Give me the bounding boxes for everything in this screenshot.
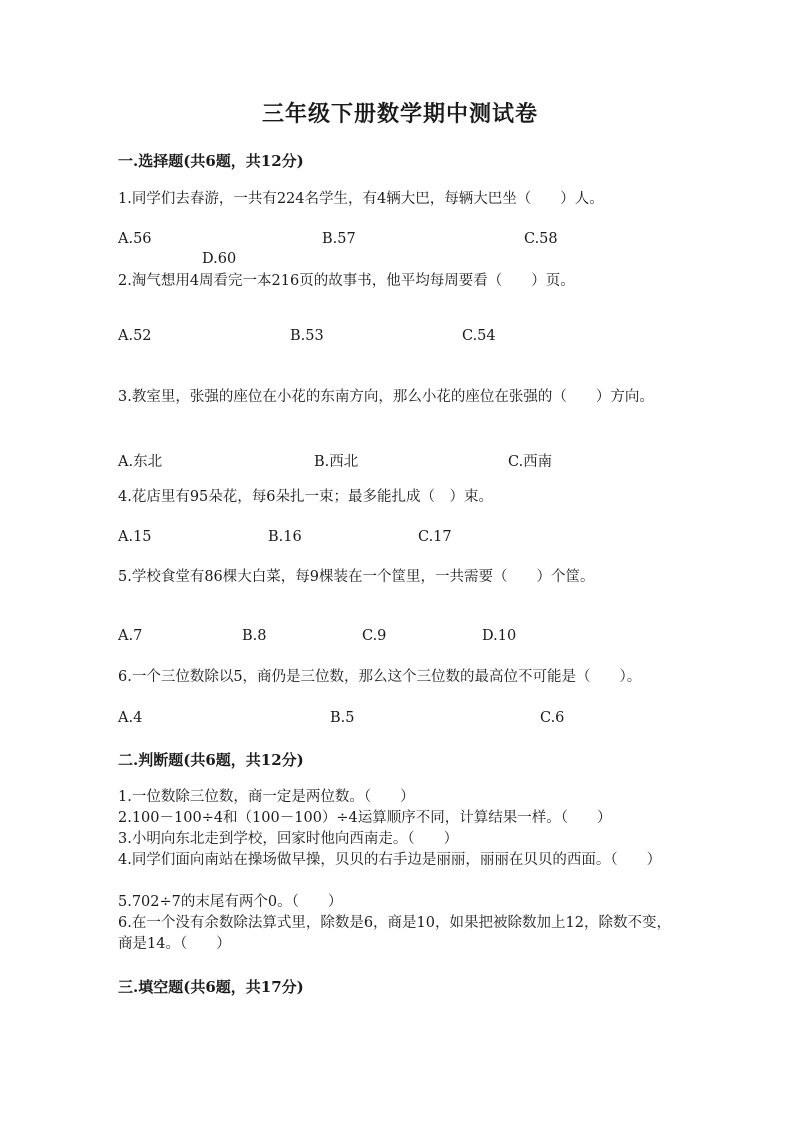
q5-option-d: D.10 bbox=[482, 628, 517, 644]
q6-option-b: B.5 bbox=[330, 710, 355, 726]
question-1: 1.同学们去春游，一共有224名学生，有4辆大巴，每辆大巴坐（ ）人。 bbox=[118, 191, 604, 207]
question-5: 5.学校食堂有86棵大白菜，每9棵装在一个筐里，一共需要（ ）个筐。 bbox=[118, 569, 595, 585]
q1-option-c: C.58 bbox=[524, 231, 558, 247]
judgment-item-6: 6.在一个没有余数除法算式里，除数是6，商是10，如果把被除数加上12，除数不变，商是14。（ ） bbox=[118, 915, 671, 952]
judgment-item-2: 2.100－100÷4和（100－100）÷4运算顺序不同，计算结果一样。（ ） bbox=[118, 810, 612, 826]
judgment-item-1: 1.一位数除三位数，商一定是两位数。（ ） bbox=[118, 789, 415, 805]
q5-option-a: A.7 bbox=[118, 628, 143, 644]
q6-option-a: A.4 bbox=[118, 710, 143, 726]
q1-option-b: B.57 bbox=[322, 231, 356, 247]
question-3: 3.教室里，张强的座位在小花的东南方向，那么小花的座位在张强的（ ）方向。 bbox=[118, 389, 654, 405]
q2-option-b: B.53 bbox=[290, 328, 324, 344]
q3-option-a: A.东北 bbox=[118, 454, 163, 470]
q4-option-b: B.16 bbox=[268, 529, 302, 545]
q3-option-c: C.西南 bbox=[508, 454, 553, 470]
page-title: 三年级下册数学期中测试卷 bbox=[261, 101, 538, 127]
q2-option-a: A.52 bbox=[118, 328, 152, 344]
q1-option-d: D.60 bbox=[202, 251, 237, 267]
q5-option-b: B.8 bbox=[242, 628, 267, 644]
q6-option-c: C.6 bbox=[540, 710, 565, 726]
q4-option-a: A.15 bbox=[118, 529, 152, 545]
q2-option-c: C.54 bbox=[462, 328, 496, 344]
question-6: 6.一个三位数除以5，商仍是三位数，那么这个三位数的最高位不可能是（ ）。 bbox=[118, 669, 642, 685]
judgment-item-3: 3.小明向东北走到学校，回家时他向西南走。（ ） bbox=[118, 831, 459, 847]
question-4: 4.花店里有95朵花，每6朵扎一束；最多能扎成（ ）束。 bbox=[118, 489, 494, 505]
section-heading-fill: 三.填空题(共6题，共17分) bbox=[118, 978, 304, 996]
question-2: 2.淘气想用4周看完一本216页的故事书，他平均每周要看（ ）页。 bbox=[118, 273, 575, 289]
q1-option-a: A.56 bbox=[118, 231, 152, 247]
judgment-item-5: 5.702÷7的末尾有两个0。（ ） bbox=[118, 894, 343, 910]
q3-option-b: B.西北 bbox=[314, 454, 359, 470]
section-heading-judgment: 二.判断题(共6题，共12分) bbox=[118, 751, 304, 769]
q4-option-c: C.17 bbox=[418, 529, 452, 545]
judgment-item-4: 4.同学们面向南站在操场做早操，贝贝的右手边是丽丽，丽丽在贝贝的西面。（ ） bbox=[118, 852, 662, 868]
section-heading-choice: 一.选择题(共6题，共12分) bbox=[118, 152, 304, 170]
q5-option-c: C.9 bbox=[362, 628, 387, 644]
